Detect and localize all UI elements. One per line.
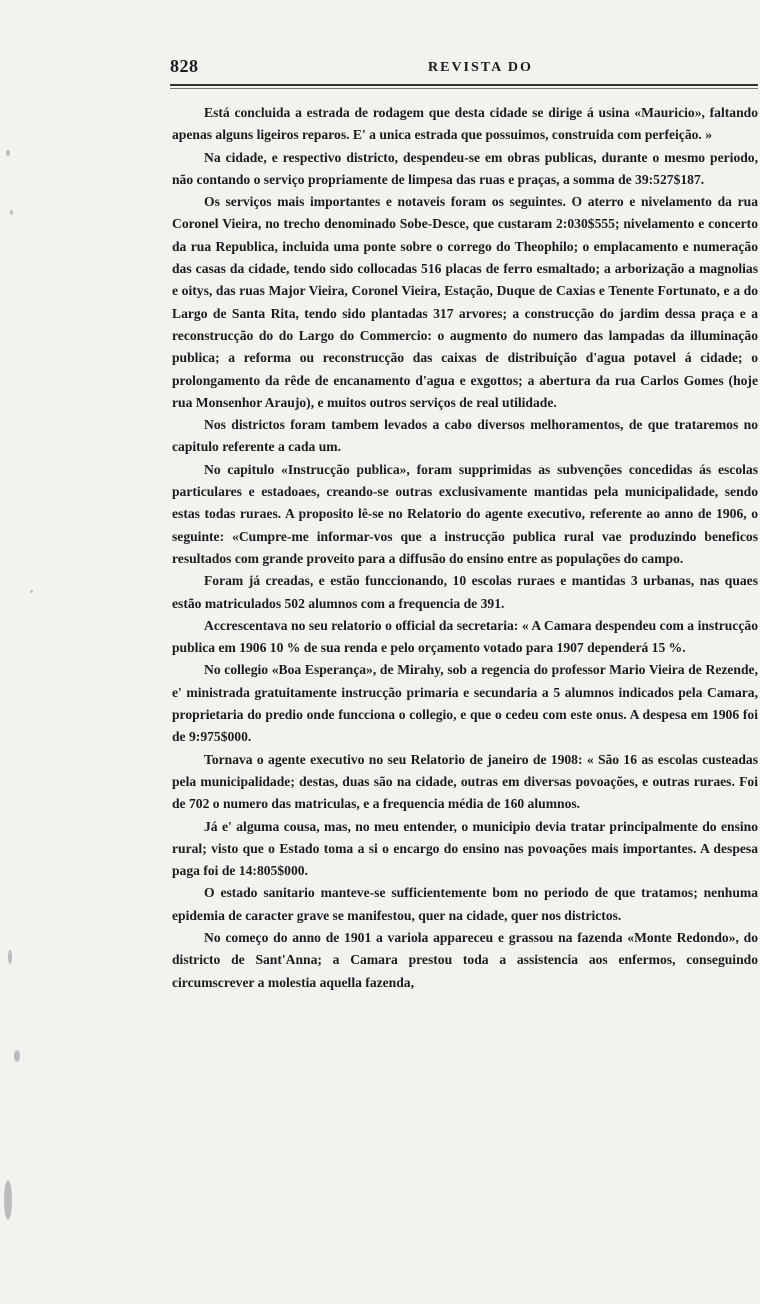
page-number: 828 [170, 56, 199, 76]
article-body [172, 102, 758, 994]
paragraph: Já e' alguma cousa, mas, no meu entender, o municipio devia tratar principalmente do ensino rural; visto que o Estado toma a si o encargo do ensino nas povoações mais importantes. A despesa paga foi de 14:805$000. [172, 818, 758, 879]
paragraph: Na cidade, e respectivo districto, despendeu-se em obras publicas, durante o mesmo periodo, não contando o serviço propriamente de limpesa das ruas e praças, a somma de 39:527$187. [172, 149, 758, 187]
paragraph: No capitulo «Instrucção publica», foram supprimidas as subvenções concedidas ás escolas particulares e estadoaes, creando-se outras exclusivamente mantidas pela municipalidade, sendo estas todas ruraes. A proposito lê-se no Relatorio do agente executivo, referente ao anno de 1906, o seguinte: «Cumpre-me informar-vos que a instrucção publica rural vae produzindo beneficos resultados com grande proveito para a diffusão do ensino entre as populações do campo. [172, 461, 758, 566]
running-title: REVISTA DO [428, 60, 533, 75]
paragraph: Tornava o agente executivo no seu Relatorio de janeiro de 1908: « São 16 as escolas custeadas pela municipalidade; destas, duas são na cidade, outras em diversas povoações, e outras ruraes. Foi de 702 o numero das matriculas, e a frequencia média de 160 alumnos. [172, 751, 758, 812]
paragraph: No collegio «Boa Esperança», de Mirahy, sob a regencia do professor Mario Vieira de Rezende, e' ministrada gratuitamente instrucção primaria e secundaria a 5 alumnos indicados pela Camara, proprietaria do predio onde funcciona o collegio, e que o cedeu com este onus. A despesa em 1906 foi de 9:975$000. [172, 662, 758, 745]
header-rule [170, 84, 758, 86]
paragraph: O estado sanitario manteve-se sufficientemente bom no periodo de que tratamos; nenhuma epidemia de caracter grave se manifestou, quer na cidade, quer nos districtos. [172, 885, 758, 923]
paragraph: Está concluida a estrada de rodagem que desta cidade se dirige á usina «Mauricio», faltando apenas alguns ligeiros reparos. E' a unica estrada que possuimos, construida com perfeição. » [172, 105, 758, 143]
paragraph: No começo do anno de 1901 a variola appareceu e grassou na fazenda «Monte Redondo», do districto de Sant'Anna; a Camara prestou toda a assistencia aos enfermos, conseguindo circumscrever a molestia aquella fazenda, [172, 929, 758, 990]
paragraph: Foram já creadas, e estão funccionando, 10 escolas ruraes e mantidas 3 urbanas, nas quaes estão matriculados 502 alumnos com a frequencia de 391. [172, 573, 758, 611]
page-edge-scan-marks [0, 0, 40, 1304]
page-header [170, 52, 758, 82]
header-rule-thin [170, 88, 758, 89]
paragraph: Accrescentava no seu relatorio o official da secretaria: « A Camara despendeu com a instrucção publica em 1906 10 % de sua renda e pelo orçamento votado para 1907 dependerá 15 %. [172, 617, 758, 656]
paragraph: Os serviços mais importantes e notaveis foram os seguintes. O aterro e nivelamento da rua Coronel Vieira, no trecho denominado Sobe-Desce, que custaram 2:030$555; nivelamento e concerto da rua Republica, incluida uma ponte sobre o corrego do Theophilo; o emplacamento e numeração das casas da cidade, tendo sido collocadas 516 placas de ferro esmaltado; a arborização a magnolias e oitys, das ruas Major Vieira, Coronel Vieira, Estação, Duque de Caxias e Tenente Fortunato, e a do Largo de Santa Rita, tendo sido plantadas 317 arvores; a construcção do jardim dessa praça e a reconstrucção do do Largo do Commercio: o augmento do numero das lampadas da illuminação publica; a reforma ou reconstrucção das caixas de distribuição d'agua potavel á cidade; o prolongamento da rêde de encanamento d'agua e exgottos; a abertura da rua Carlos Gomes (hoje rua Monsenhor Araujo), e muitos outros serviços de real utilidade. [172, 194, 758, 410]
paragraph: Nos districtos foram tambem levados a cabo diversos melhoramentos, de que trataremos no capitulo referente a cada um. [172, 417, 758, 455]
